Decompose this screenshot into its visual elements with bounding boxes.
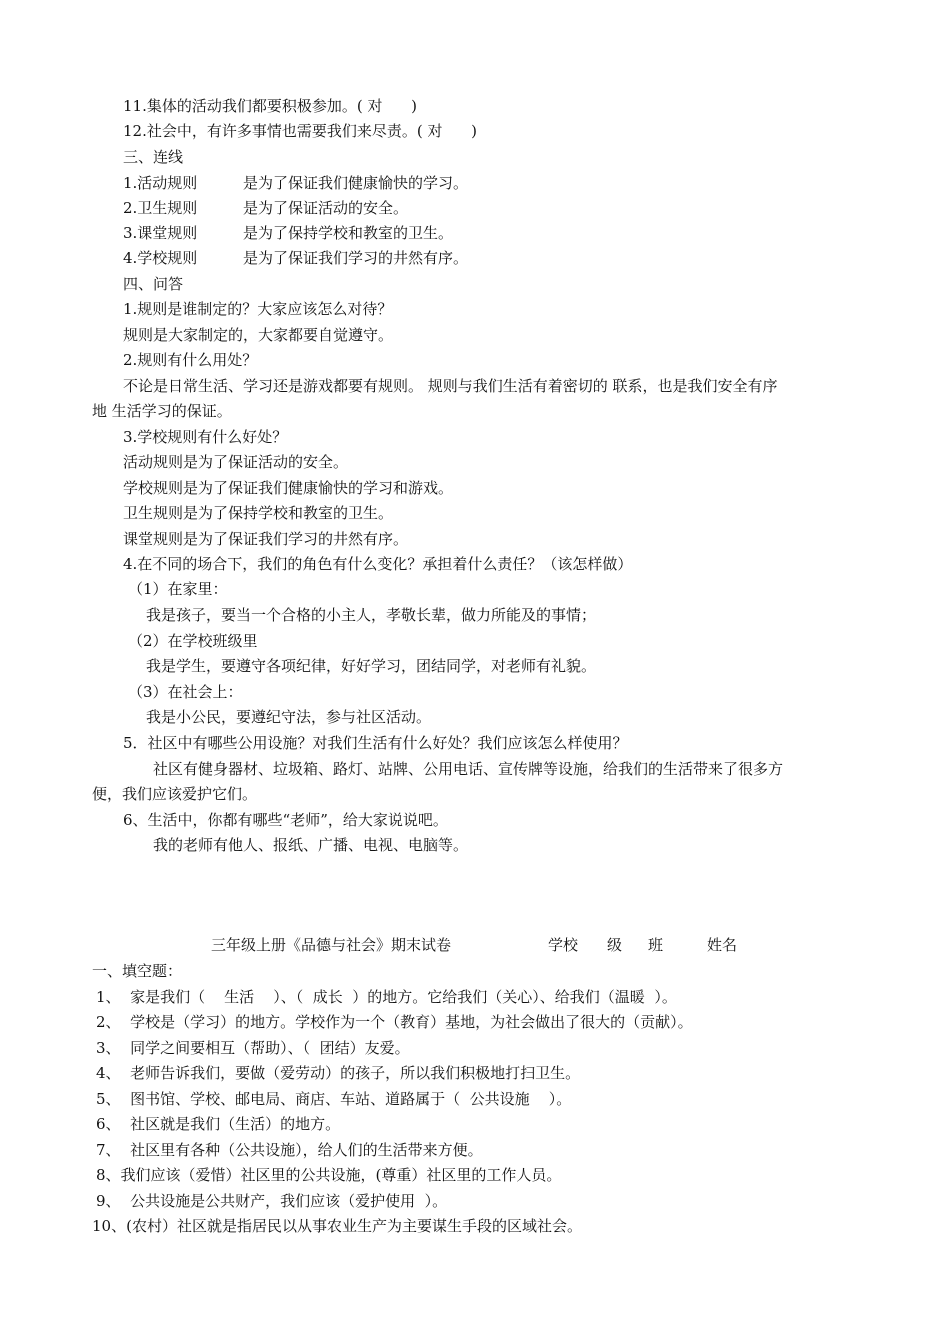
header-field-school: 学校 [548,936,579,954]
fill-item-5: 5、 图书馆、学校、邮电局、商店、车站、道路属于（ 公共设施 ）。 [96,1090,572,1108]
tf-item-12: 12.社会中，有许多事情也需要我们来尽责。( 对 ) [123,122,477,140]
tf-item-11: 11.集体的活动我们都要积极参加。( 对 ) [123,97,417,115]
matching-right-1: 是为了保证我们健康愉快的学习。 [243,174,469,192]
qa-answer-4-text-2: 我是学生，要遵守各项纪律，好好学习，团结同学，对老师有礼貌。 [146,657,597,675]
fill-item-10: 10、(农村）社区就是指居民以从事农业生产为主要谋生手段的区域社会。 [92,1217,582,1235]
qa-answer-4-text-1: 我是孩子，要当一个合格的小主人，孝敬长辈，做力所能及的事情； [146,606,597,624]
qa-answer-3-line-2: 学校规则是为了保证我们健康愉快的学习和游戏。 [123,479,454,497]
section-heading-matching: 三、连线 [123,148,184,166]
qa-answer-5-line-2: 便，我们应该爱护它们。 [92,785,258,803]
section-heading-qa: 四、问答 [123,275,184,293]
fill-item-2: 2、 学校是（学习）的地方。学校作为一个（教育）基地，为社会做出了很大的（贡献）。 [96,1013,693,1031]
qa-question-3: 3.学校规则有什么好处？ [123,428,288,446]
exam-title: 三年级上册《品德与社会》期末试卷 [211,936,452,954]
matching-left-2: 2.卫生规则 [123,199,198,217]
qa-answer-3-line-3: 卫生规则是为了保持学校和教室的卫生。 [123,504,394,522]
qa-answer-4-sub-2: （2）在学校班级里 [128,632,258,650]
fill-item-6: 6、 社区就是我们（生活）的地方。 [96,1115,341,1133]
matching-right-4: 是为了保证我们学习的井然有序。 [243,249,469,267]
header-field-class: 班 [648,936,664,954]
fill-item-8: 8、我们应该（爱惜）社区里的公共设施，(尊重）社区里的工作人员。 [96,1166,562,1184]
qa-answer-4-sub-3: （3）在社会上： [128,683,243,701]
qa-answer-2-line-2: 地 生活学习的保证。 [92,402,232,420]
qa-answer-1: 规则是大家制定的，大家都要自觉遵守。 [123,326,394,344]
qa-question-1: 1.规则是谁制定的？大家应该怎么对待？ [123,300,393,318]
fill-item-1: 1、 家是我们（ 生活 ）、（ 成长 ）的地方。它给我们（关心）、给我们（温暖 ）。 [96,988,677,1006]
header-field-name: 姓名 [707,936,738,954]
qa-answer-6: 我的老师有他人、报纸、广播、电视、电脑等。 [153,836,469,854]
fill-item-7: 7、 社区里有各种（公共设施），给人们的生活带来方便。 [96,1141,483,1159]
fill-item-3: 3、 同学之间要相互（帮助）、（ 团结）友爱。 [96,1039,410,1057]
qa-answer-2-line-1: 不论是日常生活、学习还是游戏都要有规则。 规则与我们生活有着密切的 联系，也是我们安全有序 [123,377,778,395]
qa-question-5: 5．社区中有哪些公用设施？对我们生活有什么好处？我们应该怎么样使用？ [123,734,628,752]
qa-question-4: 4.在不同的场合下，我们的角色有什么变化？承担着什么责任？（该怎样做） [123,555,633,573]
matching-right-3: 是为了保持学校和教室的卫生。 [243,224,454,242]
matching-right-2: 是为了保证活动的安全。 [243,199,409,217]
matching-left-3: 3.课堂规则 [123,224,198,242]
qa-answer-4-text-3: 我是小公民，要遵纪守法，参与社区活动。 [146,708,432,726]
section-heading-fill-blank: 一、填空题： [92,962,183,980]
matching-left-1: 1.活动规则 [123,174,198,192]
fill-item-4: 4、 老师告诉我们，要做（爱劳动）的孩子，所以我们积极地打扫卫生。 [96,1064,581,1082]
qa-answer-3-line-1: 活动规则是为了保证活动的安全。 [123,453,349,471]
header-field-grade: 级 [607,936,623,954]
qa-answer-3-line-4: 课堂规则是为了保证我们学习的井然有序。 [123,530,409,548]
qa-answer-5-line-1: 社区有健身器材、垃圾箱、路灯、站牌、公用电话、宣传牌等设施，给我们的生活带来了很多方 [153,760,784,778]
matching-left-4: 4.学校规则 [123,249,198,267]
fill-item-9: 9、 公共设施是公共财产，我们应该（爱护使用 ）。 [96,1192,448,1210]
qa-question-2: 2.规则有什么用处？ [123,351,258,369]
qa-answer-4-sub-1: （1）在家里： [128,580,228,598]
qa-question-6: 6、生活中，你都有哪些“老师”，给大家说说吧。 [123,811,448,829]
